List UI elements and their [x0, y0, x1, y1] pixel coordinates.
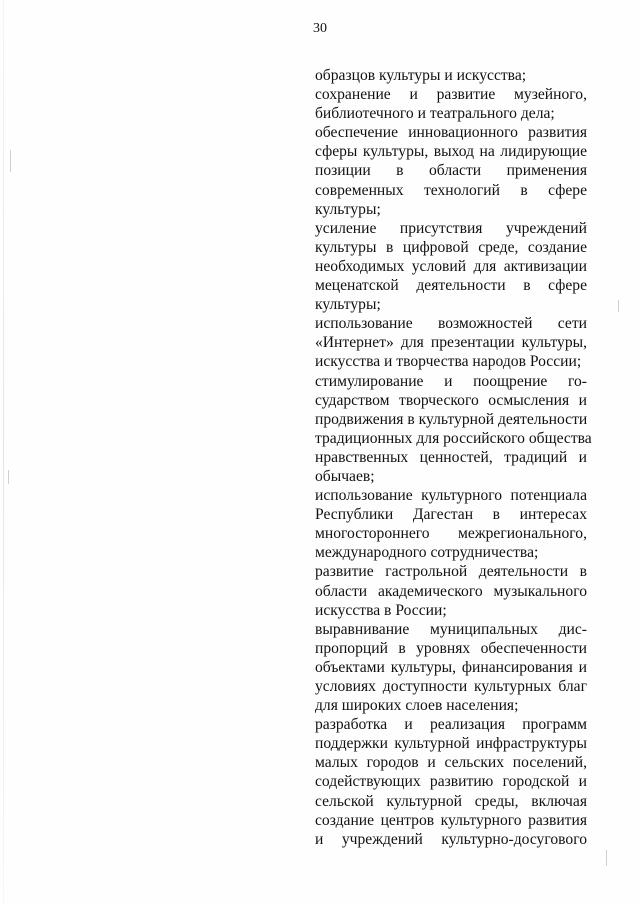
- text-line: библиотечного и театрального дела;: [315, 105, 555, 123]
- text-line: и учреждений культурно-досугового: [315, 830, 587, 848]
- text-line: усиление присутствия учреждений: [315, 219, 587, 237]
- text-line: искусства в России;: [315, 601, 447, 619]
- text-line: малых городов и сельских поселений,: [315, 754, 587, 772]
- text-line: сударством творческого осмысления и: [315, 391, 587, 409]
- scan-mark: [10, 150, 11, 172]
- text-line: области академического музыкального: [315, 582, 587, 600]
- text-line: многостороннего межрегионального,: [315, 525, 587, 543]
- text-line: поддержки культурной инфраструктуры: [315, 735, 587, 753]
- text-line: культуры в цифровой среде, создание: [315, 238, 587, 256]
- text-line: пропорций в уровнях обеспеченности: [315, 639, 587, 657]
- text-line: нравственных ценностей, традиций и: [315, 448, 587, 466]
- text-line: выравнивание муниципальных дис-: [315, 620, 587, 638]
- text-line: сферы культуры, выход на лидирующие: [315, 143, 587, 161]
- text-line: образцов культуры и искусства;: [315, 67, 527, 84]
- text-line: продвижения в культурной деятельности: [315, 410, 588, 428]
- text-line: необходимых условий для активизации: [315, 257, 587, 275]
- text-line: разработка и реализация программ: [315, 716, 587, 734]
- scan-mark: [618, 300, 619, 312]
- text-line: традиционных для российского общества: [315, 429, 592, 447]
- scan-mark: [606, 850, 607, 866]
- text-line: обеспечение инновационного развития: [315, 124, 587, 142]
- text-line: меценатской деятельности в сфере: [315, 277, 587, 295]
- text-line: международного сотрудничества;: [315, 544, 539, 562]
- text-line: сохранение и развитие музейного,: [315, 86, 587, 104]
- text-line: условиях доступности культурных благ: [315, 678, 587, 695]
- scan-edge: [3, 0, 4, 905]
- text-line: развитие гастрольной деятельности в: [315, 563, 587, 581]
- text-line: использование культурного потенциала: [315, 487, 587, 505]
- text-line: культуры;: [315, 296, 381, 314]
- text-line: создание центров культурного развития: [315, 811, 587, 829]
- text-line: культуры;: [315, 200, 381, 218]
- text-line: Республики Дагестан в интересах: [315, 506, 587, 524]
- text-line: обычаев;: [315, 467, 375, 485]
- scan-mark: [8, 470, 9, 484]
- text-line: современных технологий в сфере: [315, 181, 587, 199]
- text-line: для широких слоев населения;: [315, 697, 519, 715]
- text-line: стимулирование и поощрение го-: [315, 372, 587, 390]
- text-line: сельской культурной среды, включая: [315, 792, 587, 810]
- text-line: искусства и творчества народов России;: [315, 353, 582, 371]
- text-line: использование возможностей сети: [315, 315, 587, 333]
- page-number: 30: [313, 21, 327, 36]
- text-line: объектами культуры, финансирования и: [315, 658, 587, 676]
- text-line: позиции в области применения: [315, 162, 587, 180]
- text-line: содействующих развитию городской и: [315, 773, 587, 791]
- text-line: «Интернет» для презентации культуры,: [315, 334, 587, 352]
- body-text: [315, 66, 592, 849]
